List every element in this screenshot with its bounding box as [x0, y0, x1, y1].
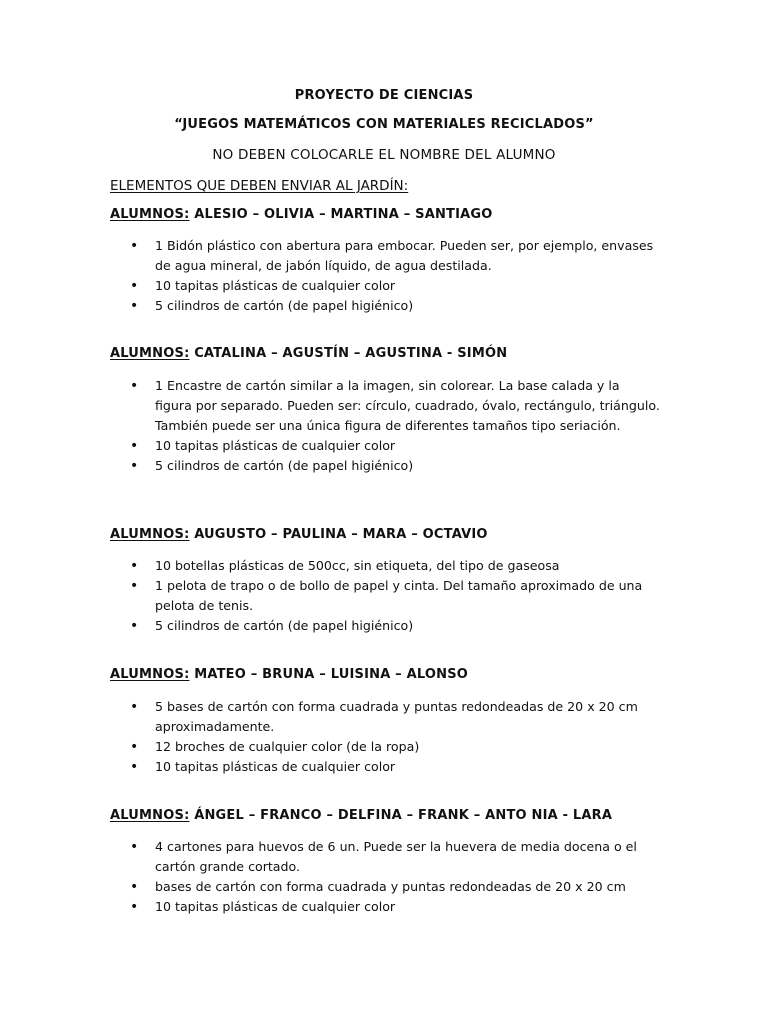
list-item: • bases de cartón con forma cuadrada y puntas redondeadas de 20 x 20 cm — [130, 877, 660, 897]
document-title: PROYECTO DE CIENCIAS — [294, 88, 474, 103]
item-list-5 — [130, 837, 660, 917]
list-item: • 10 botellas plásticas de 500cc, sin etiqueta, del tipo de gaseosa — [130, 556, 660, 576]
list-item: • 1 Bidón plástico con abertura para embocar. Pueden ser, por ejemplo, envases de agua mineral, de jabón líquido, de agua destilada. — [130, 236, 660, 276]
project-subtitle: “JUEGOS MATEMÁTICOS CON MATERIALES RECICLADOS” — [174, 117, 594, 132]
group-label: ALUMNOS: — [110, 808, 190, 823]
list-item: • 4 cartones para huevos de 6 un. Puede ser la huevera de media docena o el cartón grande cortado. — [130, 837, 660, 877]
list-item: • 10 tapitas plásticas de cualquier color — [130, 276, 660, 296]
list-item: • 10 tapitas plásticas de cualquier color — [130, 897, 660, 917]
group-label: ALUMNOS: — [110, 667, 190, 682]
group-names: ALESIO – OLIVIA – MARTINA – SANTIAGO — [189, 207, 493, 222]
item-list-4 — [130, 697, 660, 777]
notice-line: NO DEBEN COLOCARLE EL NOMBRE DEL ALUMNO — [212, 147, 556, 163]
group-names: CATALINA – AGUSTÍN – AGUSTINA - SIMÓN — [189, 346, 508, 361]
group-heading-4 — [110, 667, 468, 682]
group-label: ALUMNOS: — [110, 207, 190, 222]
intro-heading: ELEMENTOS QUE DEBEN ENVIAR AL JARDÍN: — [110, 178, 409, 194]
list-item: • 10 tapitas plásticas de cualquier color — [130, 757, 660, 777]
list-item: • 12 broches de cualquier color (de la ropa) — [130, 737, 660, 757]
group-heading-2 — [110, 346, 507, 361]
list-item: • 1 pelota de trapo o de bollo de papel y cinta. Del tamaño aproximado de una pelota de tenis. — [130, 576, 660, 616]
group-names: MATEO – BRUNA – LUISINA – ALONSO — [189, 667, 469, 682]
list-item: • 5 bases de cartón con forma cuadrada y puntas redondeadas de 20 x 20 cm aproximadamente. — [130, 697, 660, 737]
item-list-3 — [130, 556, 660, 636]
list-item: • 10 tapitas plásticas de cualquier color — [130, 436, 660, 456]
group-heading-5 — [110, 808, 612, 823]
list-item: • 1 Encastre de cartón similar a la imagen, sin colorear. La base calada y la figura por separado. Pueden ser: círculo, cuadrado, óvalo, rectángulo, triángulo. También puede ser una única figura de diferentes tamaños tipo seriación. — [130, 376, 660, 436]
group-label: ALUMNOS: — [110, 527, 190, 542]
item-list-2 — [130, 376, 660, 476]
group-label: ALUMNOS: — [110, 346, 190, 361]
item-list-1 — [130, 236, 660, 316]
group-names: AUGUSTO – PAULINA – MARA – OCTAVIO — [189, 527, 488, 542]
group-names: ÁNGEL – FRANCO – DELFINA – FRANK – ANTO NIA - LARA — [189, 808, 613, 823]
group-heading-1 — [110, 207, 493, 222]
list-item: • 5 cilindros de cartón (de papel higiénico) — [130, 296, 660, 316]
group-heading-3 — [110, 527, 488, 542]
list-item: • 5 cilindros de cartón (de papel higiénico) — [130, 456, 660, 476]
list-item: • 5 cilindros de cartón (de papel higiénico) — [130, 616, 660, 636]
